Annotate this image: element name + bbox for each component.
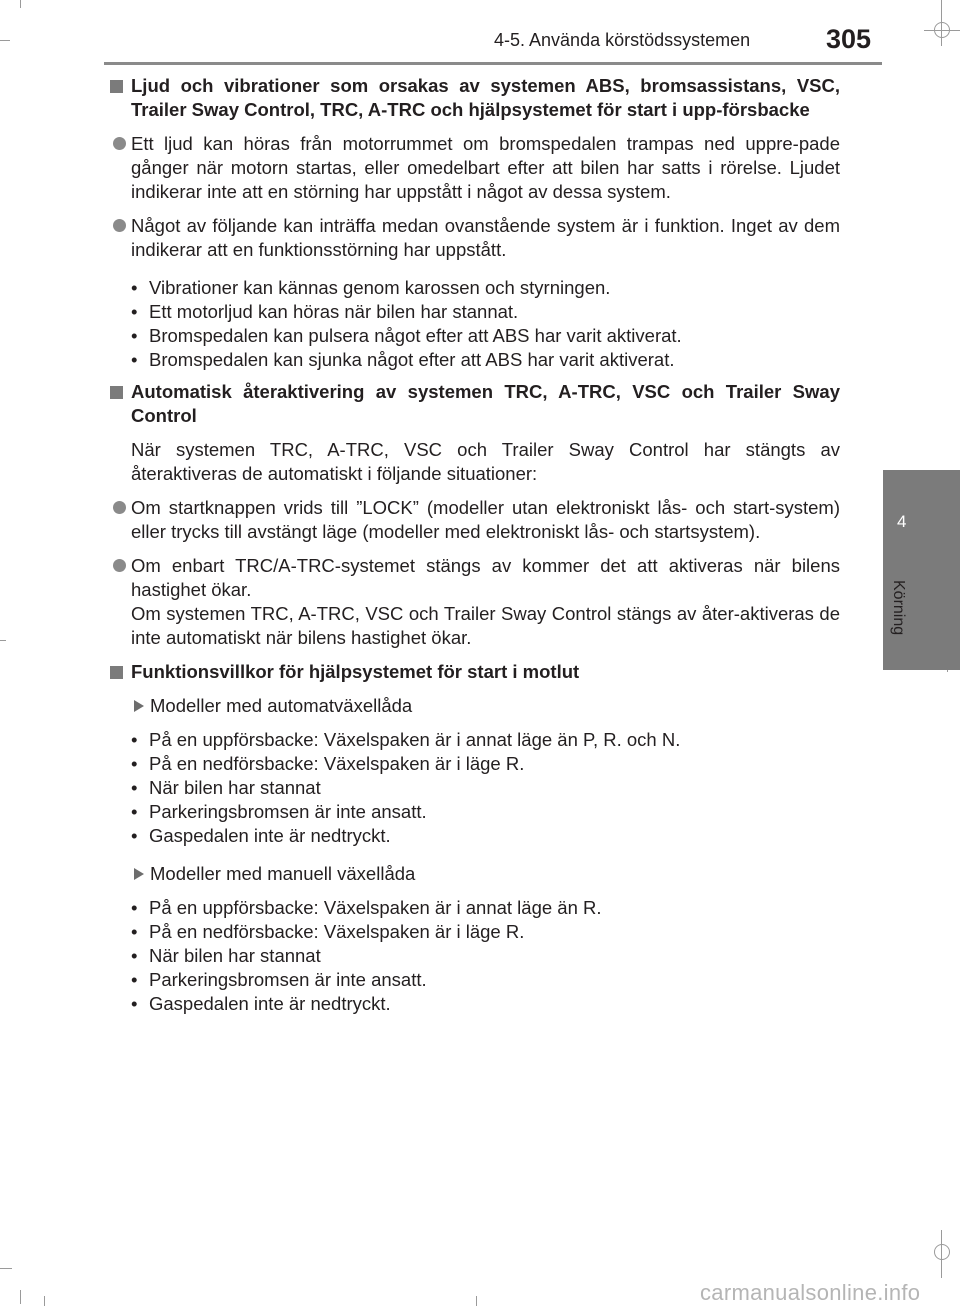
heading-text: Funktionsvillkor för hjälpsystemet för start i motlut: [131, 661, 580, 682]
list-item: • När bilen har stannat: [131, 777, 321, 798]
paragraph: När systemen TRC, A-TRC, VSC och Trailer Sway Control har stängts av återaktiveras de automatiskt i följande situationer:: [131, 439, 840, 484]
list-item: • Parkeringsbromsen är inte ansatt.: [131, 969, 427, 990]
circle-bullet-icon: [113, 501, 126, 514]
paragraph-text: Om systemen TRC, A-TRC, VSC och Trailer Sway Control stängs av åter-aktiveras de inte automatiskt när bilens hastighet ökar.: [131, 603, 840, 648]
list-item: • På en nedförsbacke: Växelspaken är i läge R.: [131, 921, 525, 942]
watermark: carmanualsonline.info: [700, 1280, 921, 1305]
paragraph-text: Om enbart TRC/A-TRC-systemet stängs av kommer det att aktiveras när bilens hastighet ökar.: [131, 555, 840, 600]
square-bullet-icon: [110, 80, 123, 93]
triangle-arrow-icon: [134, 700, 144, 712]
crop-mark: [476, 1296, 477, 1306]
crop-mark: [44, 1296, 45, 1306]
list-item: • Bromspedalen kan pulsera något efter att ABS har varit aktiverat.: [131, 325, 682, 346]
list-item: • Bromspedalen kan sjunka något efter att ABS har varit aktiverat.: [131, 349, 675, 370]
sub-heading: Modeller med manuell växellåda: [110, 862, 840, 886]
crop-mark: [0, 640, 6, 641]
dot-paragraph: [110, 554, 840, 650]
registration-mark: [934, 1244, 950, 1260]
section-heading: [110, 380, 840, 428]
heading-text: Ljud och vibrationer som orsakas av systemen ABS, bromsassistans, VSC, Trailer Sway Control, TRC, A-TRC och hjälpsystemet för start i upp-försbacke: [131, 75, 840, 120]
bullet-list: [110, 896, 840, 1016]
header-rule: [104, 62, 882, 65]
circle-bullet-icon: [113, 559, 126, 572]
dot-paragraph: [110, 214, 840, 262]
paragraph-text: Något av följande kan inträffa medan ovanstående system är i funktion. Inget av dem indikerar att en funktionsstörning har uppstått.: [131, 215, 840, 260]
list-item: • Parkeringsbromsen är inte ansatt.: [131, 801, 427, 822]
paragraph-text: Ett ljud kan höras från motorrummet om bromspedalen trampas ned uppre-pade gånger när motorn startas, eller omedelbart efter att bilen har satts i rörelse. Ljudet indikerar inte att en störning har uppstått i något av dessa system.: [131, 133, 840, 202]
list-item: • Gaspedalen inte är nedtryckt.: [131, 825, 391, 846]
dot-paragraph: [110, 132, 840, 204]
crop-mark: [20, 1290, 21, 1304]
triangle-arrow-icon: [134, 868, 144, 880]
list-item: • På en nedförsbacke: Växelspaken är i läge R.: [131, 753, 525, 774]
crop-mark: [924, 30, 960, 31]
page-content: [110, 74, 840, 1024]
chapter-number: 4: [897, 512, 907, 531]
circle-bullet-icon: [113, 137, 126, 150]
chapter-label: Körning: [890, 580, 907, 636]
crop-mark: [0, 40, 10, 41]
bullet-list: [110, 276, 840, 372]
crop-mark: [941, 0, 942, 46]
list-item: • Vibrationer kan kännas genom karossen och styrningen.: [131, 277, 611, 298]
crop-mark: [941, 1230, 942, 1278]
paragraph-text: Om startknappen vrids till ”LOCK” (modeller utan elektroniskt lås- och start-system) eller trycks till avstängt läge (modeller med elektroniskt lås- och startsystem).: [131, 497, 840, 542]
crop-mark: [20, 0, 21, 8]
square-bullet-icon: [110, 666, 123, 679]
list-item: • På en uppförsbacke: Växelspaken är i annat läge än P, R. och N.: [131, 729, 681, 750]
crop-mark: [0, 1268, 12, 1269]
square-bullet-icon: [110, 386, 123, 399]
section-heading: [110, 660, 840, 684]
circle-bullet-icon: [113, 219, 126, 232]
sub-heading: Modeller med automatväxellåda: [110, 694, 840, 718]
list-item: • Ett motorljud kan höras när bilen har stannat.: [131, 301, 519, 322]
list-item: • När bilen har stannat: [131, 945, 321, 966]
list-item: • Gaspedalen inte är nedtryckt.: [131, 993, 391, 1014]
section-title: 4-5. Använda körstödssystemen: [494, 30, 751, 50]
page-number: 305: [826, 24, 872, 54]
list-item: • På en uppförsbacke: Växelspaken är i annat läge än R.: [131, 897, 602, 918]
dot-paragraph: [110, 496, 840, 544]
section-heading: [110, 74, 840, 122]
bullet-list: [110, 728, 840, 848]
chapter-tab: [883, 470, 960, 670]
heading-text: Automatisk återaktivering av systemen TRC, A-TRC, VSC och Trailer Sway Control: [131, 381, 840, 426]
